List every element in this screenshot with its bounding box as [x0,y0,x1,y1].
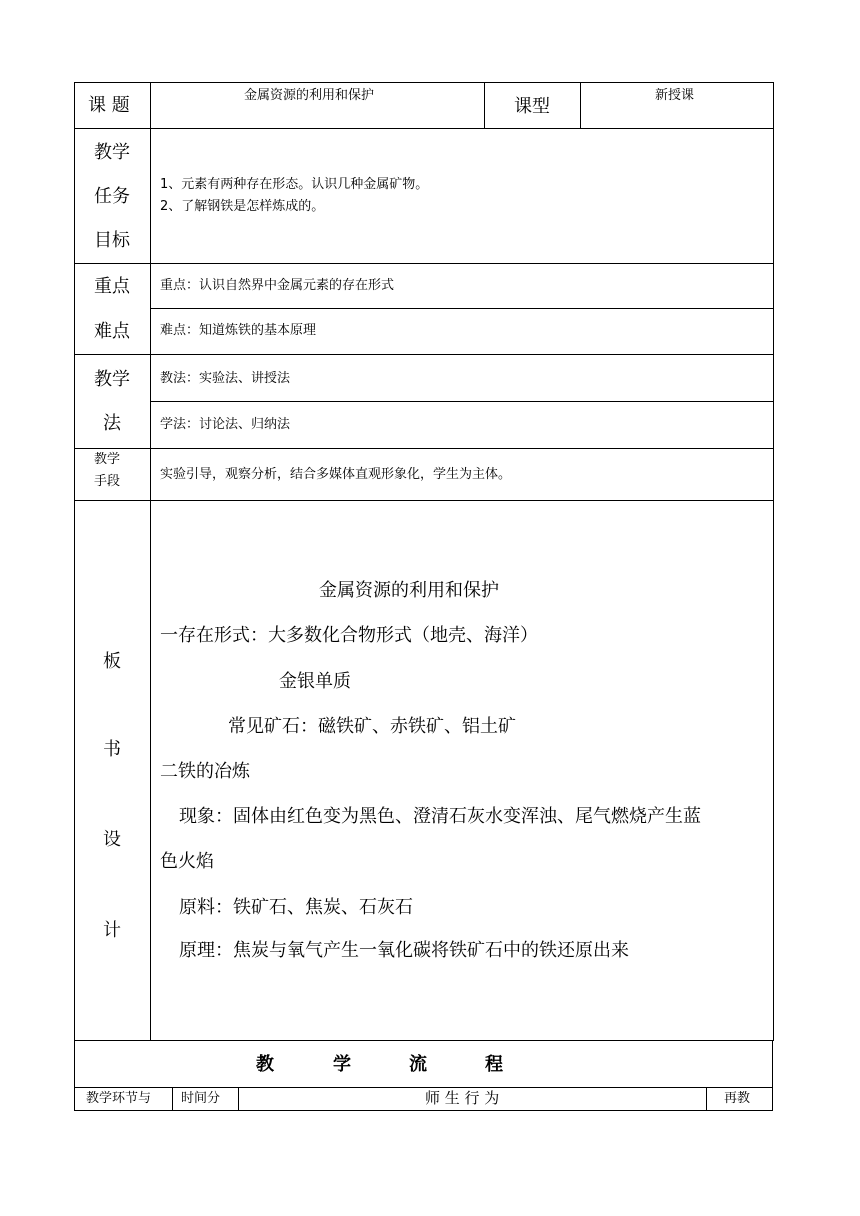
board-line-1: 一存在形式：大多数化合物形式（地壳、海洋） [160,625,538,646]
board-line-3: 常见矿石：磁铁矿、赤铁矿、铝土矿 [228,716,516,737]
means-text: 实验引导，观察分析，结合多媒体直观形象化，学生为主体。 [160,467,512,482]
board-line-8: 原理：焦炭与氧气产生一氧化碳将铁矿石中的铁还原出来 [179,940,629,961]
board-line-7: 原料：铁矿石、焦炭、石灰石 [179,897,413,918]
board-line-6: 色火焰 [160,851,214,872]
board-label-1: 板 [103,651,121,672]
board-label-2: 书 [103,739,121,760]
flow-col-behavior: 师 生 行 为 [425,1089,500,1107]
flow-col-stage: 教学环节与 [86,1091,152,1106]
board-line-4: 二铁的冶炼 [160,761,250,782]
objectives-label-1: 教学 [94,142,130,163]
means-label-1: 教学 [94,452,121,467]
board-label-4: 计 [103,920,121,941]
key-point: 重点：认识自然界中金属元素的存在形式 [160,278,395,293]
means-label-2: 手段 [94,474,121,489]
flow-col-reteach: 再教 [724,1091,751,1106]
topic-label: 课 题 [88,95,130,116]
keypoints-label-1: 重点 [94,276,130,297]
keypoints-label-2: 难点 [94,321,130,342]
type-value: 新授课 [655,88,695,103]
teaching-method: 教法：实验法、讲授法 [160,371,291,386]
objectives-label-2: 任务 [94,186,130,207]
learning-method: 学法：讨论法、归纳法 [160,417,291,432]
objective-item-2: 2、了解钢铁是怎样炼成的。 [160,199,325,214]
flow-col-time: 时间分 [181,1091,221,1106]
board-title: 金属资源的利用和保护 [319,580,499,601]
board-line-2: 金银单质 [279,671,351,692]
flow-title-4: 程 [485,1054,503,1075]
objectives-label-3: 目标 [94,230,130,251]
board-line-5: 现象：固体由红色变为黑色、澄清石灰水变浑浊、尾气燃烧产生蓝 [179,806,701,827]
methods-label-2: 法 [103,413,121,434]
flow-title-3: 流 [409,1054,427,1075]
difficult-point: 难点：知道炼铁的基本原理 [160,323,317,338]
objective-item-1: 1、元素有两种存在形态。认识几种金属矿物。 [160,177,429,192]
board-label-3: 设 [103,829,121,850]
type-label: 课型 [514,96,550,117]
methods-label-1: 教学 [94,369,130,390]
flow-title-1: 教 [256,1054,274,1075]
topic-value: 金属资源的利用和保护 [244,88,375,103]
flow-title-2: 学 [333,1054,351,1075]
